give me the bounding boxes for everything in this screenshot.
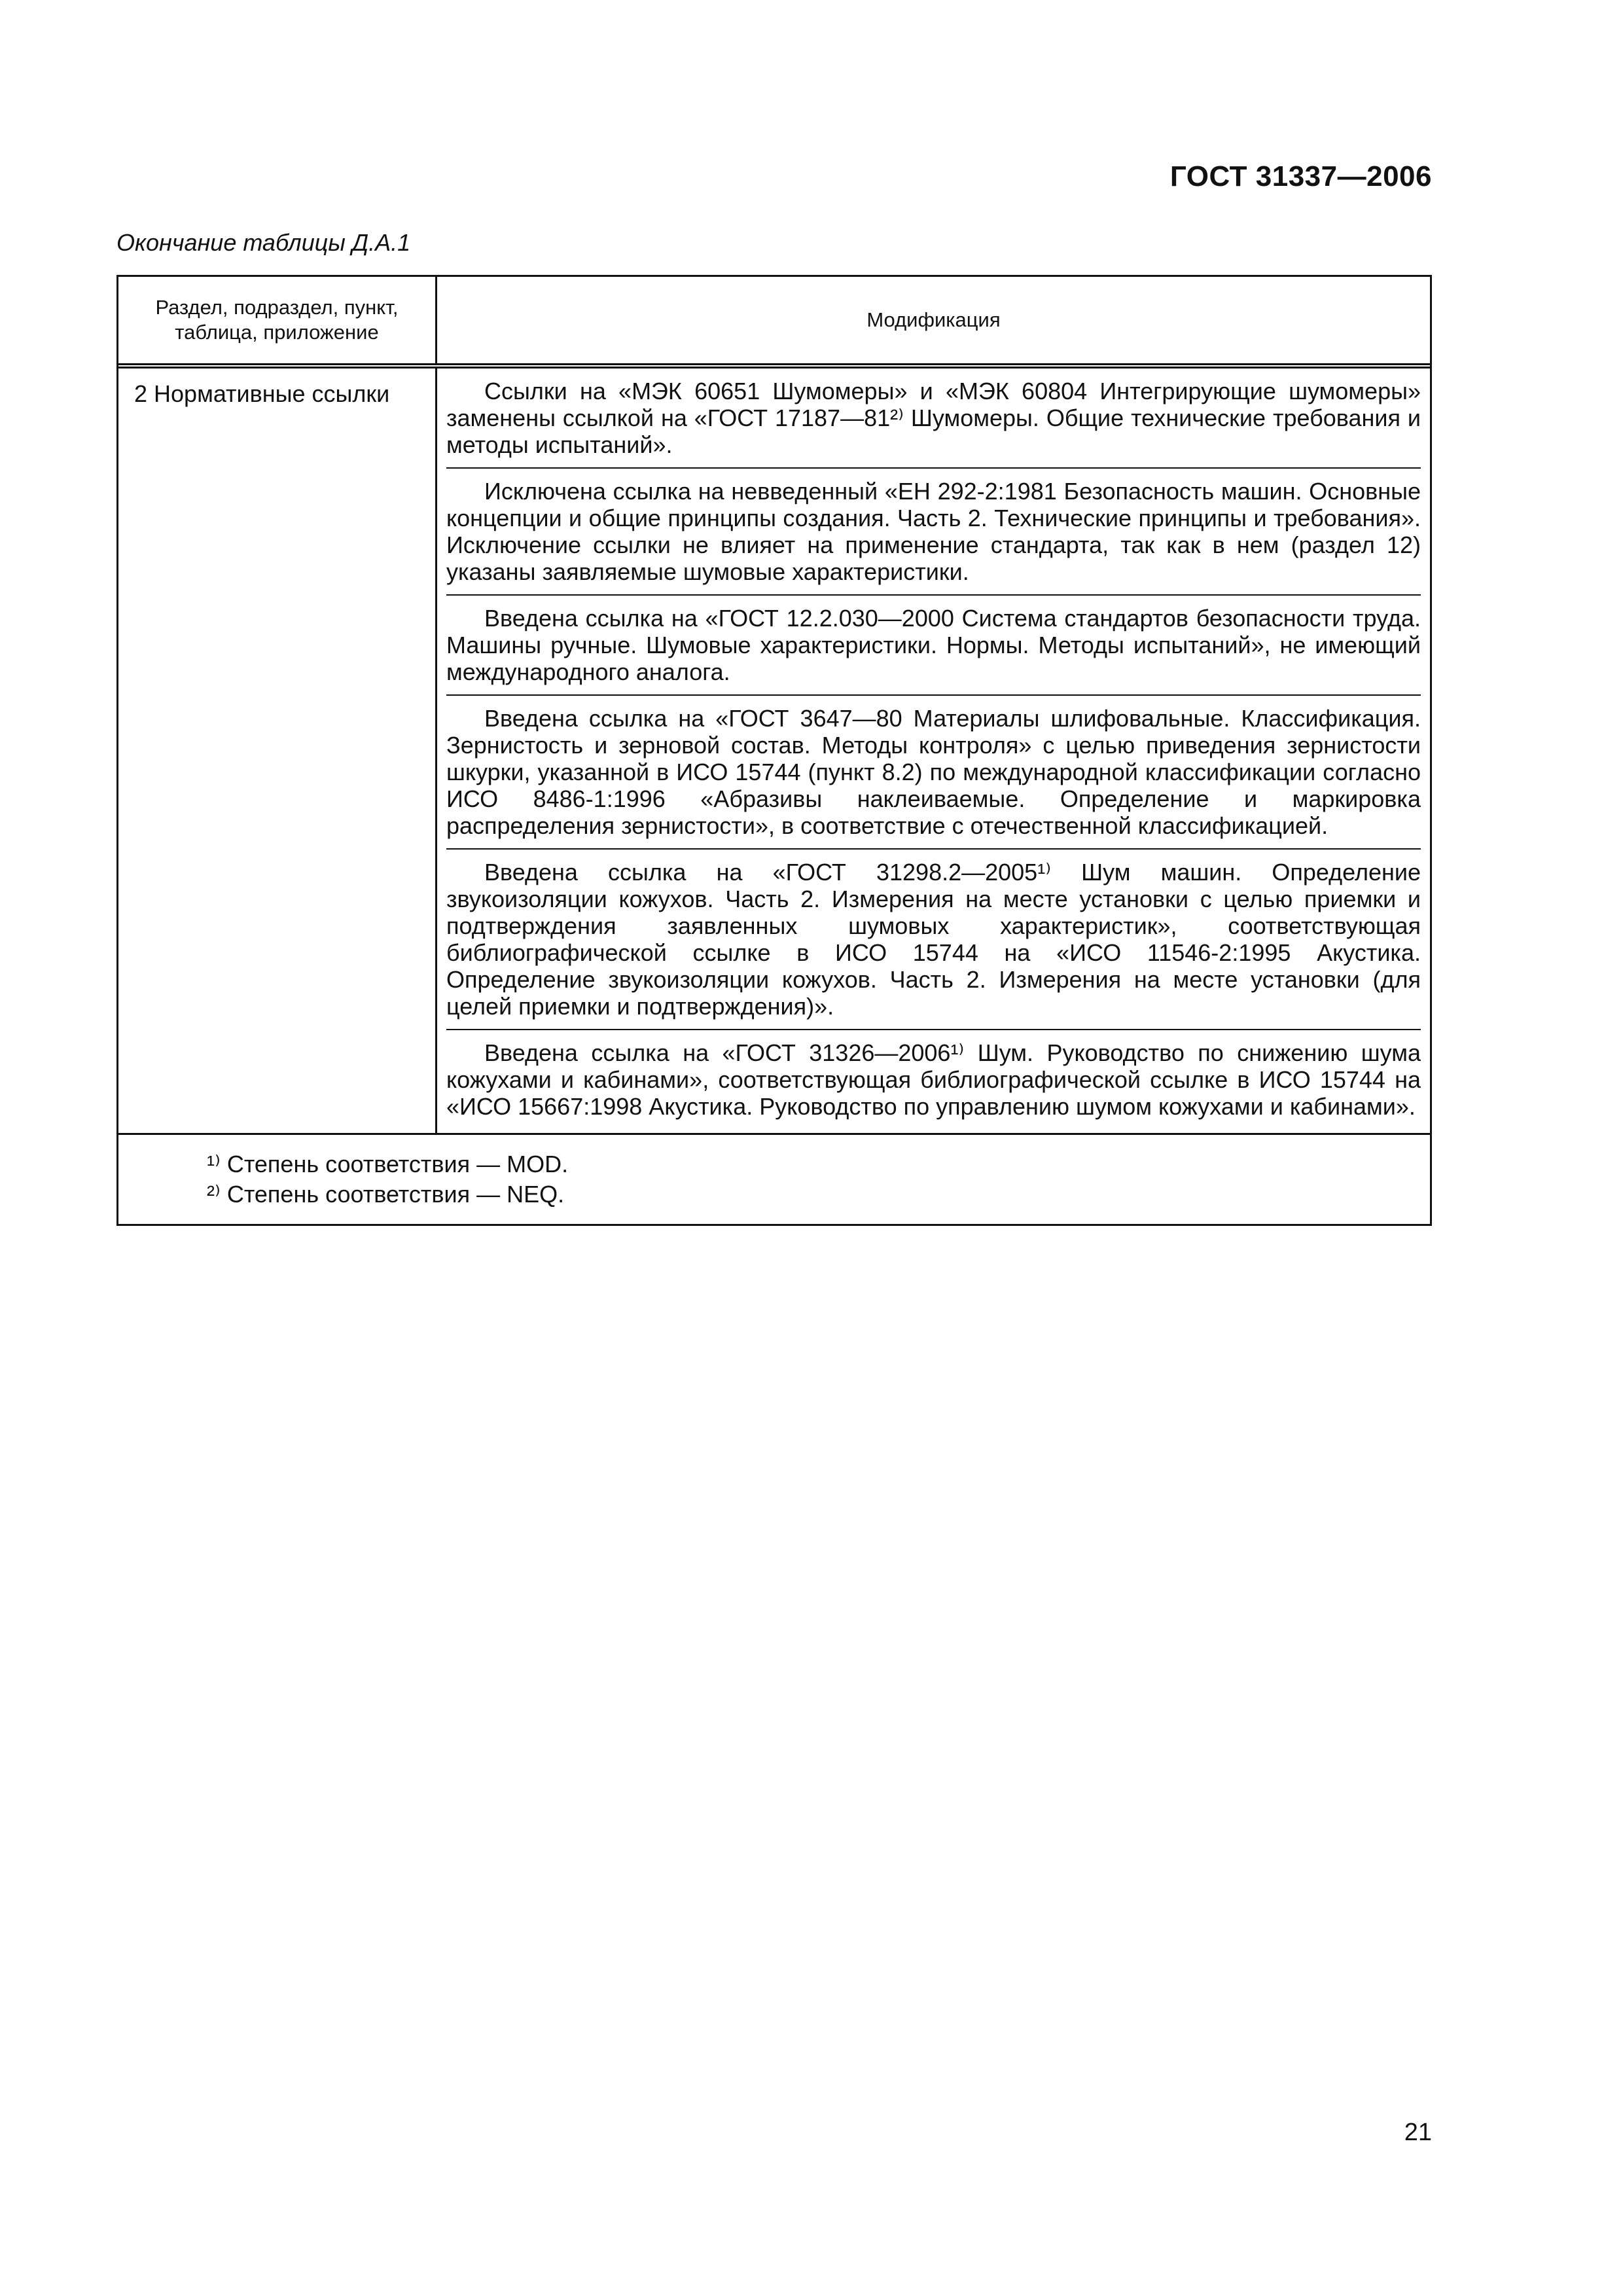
column-header-modification: Модификация xyxy=(866,308,1001,331)
modification-paragraph: Введена ссылка на «ГОСТ 12.2.030—2000 Система стандартов безопасности труда. Машины ручные. Шумовые характеристики. Нормы. Методы испытаний», не имеющий международного аналога. xyxy=(446,605,1421,696)
column-header-section: Раздел, подраздел, пункт, таблица, приложение xyxy=(118,277,437,363)
modification-cell xyxy=(437,368,1430,1133)
modification-paragraph: Исключена ссылка на невведенный «ЕН 292-2:1981 Безопасность машин. Основные концепции и общие принципы создания. Часть 2. Технические принципы и требования». Исключение ссылки не влияет на применение стандарта, так как в нем (раздел 12) указаны заявляемые шумовые характеристики. xyxy=(446,478,1421,596)
modification-paragraph: Ссылки на «МЭК 60651 Шумомеры» и «МЭК 60804 Интегрирующие шумомеры» заменены ссылкой на «ГОСТ 17187—81²⁾ Шумомеры. Общие технические требования и методы испытаний». xyxy=(446,378,1421,469)
page-number: 21 xyxy=(1404,2119,1432,2146)
footnote: ²⁾ Степень соответствия — NEQ. xyxy=(207,1181,565,1208)
modification-paragraph: Введена ссылка на «ГОСТ 31298.2—2005¹⁾ Шум машин. Определение звукоизоляции кожухов. Часть 2. Измерения на месте установки с целью приемки и подтверждения заявленных шумовых характеристик», соответствующая библиографической ссылке в ИСО 15744 на «ИСО 11546-2:1995 Акустика. Определение звукоизоляции кожухов. Часть 2. Измерения на месте установки (для целей приемки и подтверждения)». xyxy=(446,859,1421,1030)
modification-paragraph: Введена ссылка на «ГОСТ 3647—80 Материалы шлифовальные. Классификация. Зернистость и зерновой состав. Методы контроля» с целью приведения зернистости шкурки, указанной в ИСО 15744 (пункт 8.2) по международной классификации согласно ИСО 8486-1:1996 «Абразивы наклеиваемые. Определение и маркировка распределения зернистости», в соответствие с отечественной классификацией. xyxy=(446,705,1421,850)
table-footnotes xyxy=(118,1135,1430,1224)
modifications-table xyxy=(116,275,1432,1226)
footnote: ¹⁾ Степень соответствия — MOD. xyxy=(207,1151,569,1177)
table-caption: Окончание таблицы Д.А.1 xyxy=(116,229,411,256)
document-code: ГОСТ 31337—2006 xyxy=(1169,160,1432,192)
table-header-row xyxy=(118,277,1430,368)
modification-paragraph: Введена ссылка на «ГОСТ 31326—2006¹⁾ Шум. Руководство по снижению шума кожухами и кабинами», соответствующая библиографической ссылке в ИСО 15744 на «ИСО 15667:1998 Акустика. Руководство по управлению шумом кожухами и кабинами». xyxy=(446,1039,1421,1120)
section-cell: 2 Нормативные ссылки xyxy=(118,368,437,1133)
table-row xyxy=(118,368,1430,1135)
